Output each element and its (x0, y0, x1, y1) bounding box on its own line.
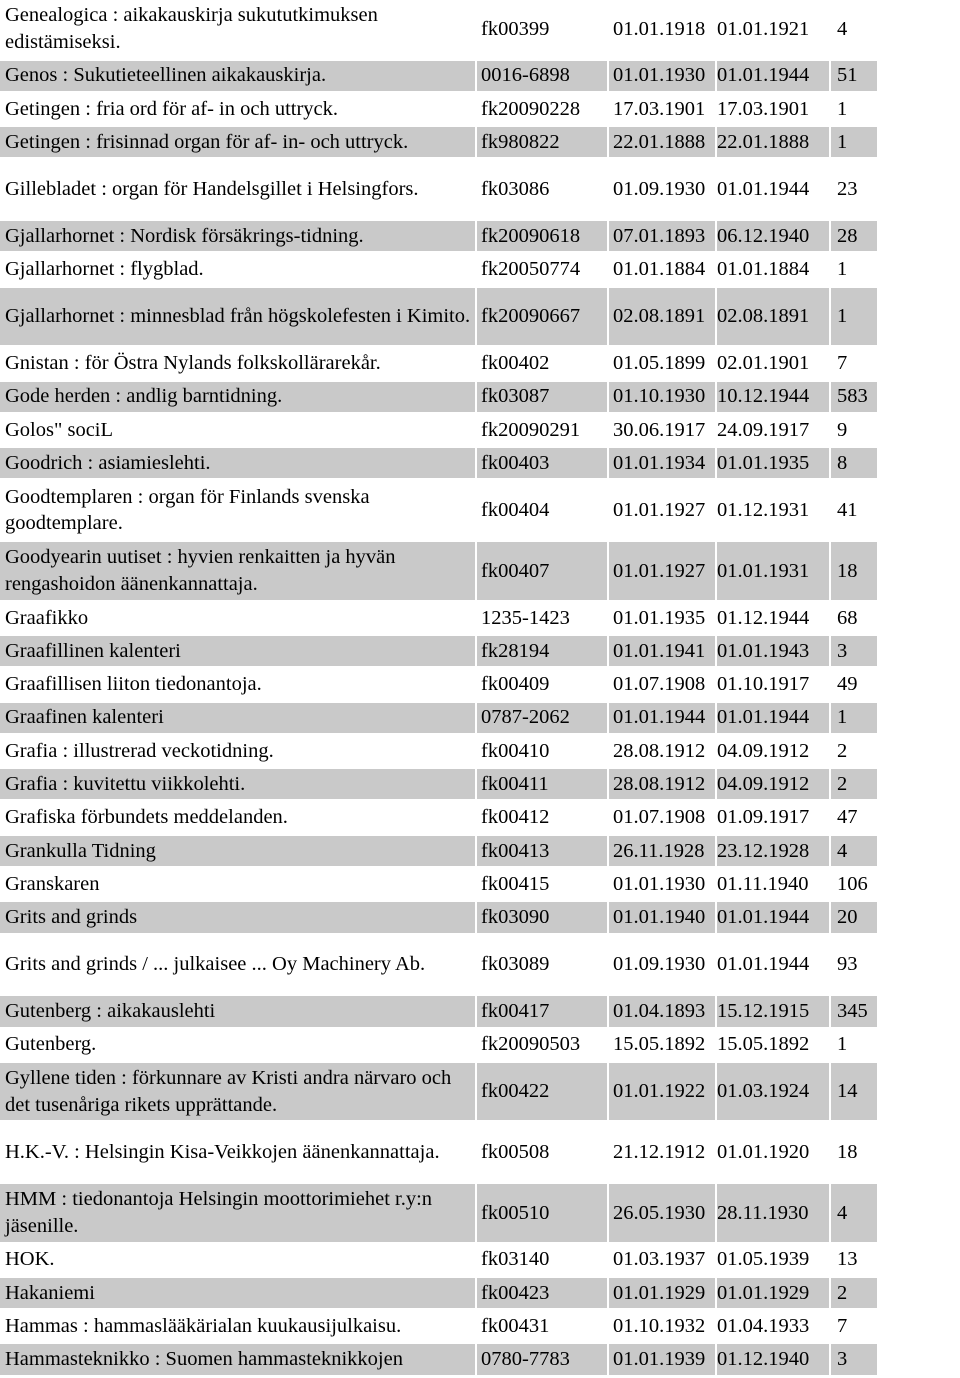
start-date-cell: 01.09.1930 (613, 178, 706, 201)
table-row (0, 94, 877, 124)
table-row (0, 1123, 877, 1181)
count-cell: 20 (829, 902, 877, 932)
title-cell: Grankulla Tidning (0, 836, 475, 866)
count-cell: 13 (837, 1248, 858, 1271)
end-date-cell: 06.12.1940 (715, 221, 829, 251)
title-cell: Graafillinen kalenteri (0, 636, 475, 666)
count-cell: 7 (837, 352, 848, 375)
table-row (0, 542, 877, 600)
title-cell: Graafikko (5, 606, 89, 629)
count-cell: 3 (829, 1344, 877, 1374)
end-date-cell: 04.09.1912 (715, 769, 829, 799)
title-cell: Goodtemplaren : organ för Finlands svenska goodtemplare. (5, 485, 370, 535)
table-row (0, 448, 877, 478)
end-date-cell: 01.01.1944 (715, 703, 829, 733)
end-date-cell: 01.01.1943 (715, 636, 829, 666)
end-date-cell: 01.01.1931 (715, 542, 829, 600)
table-row (0, 703, 877, 733)
id-cell: fk20090503 (481, 1033, 581, 1056)
start-date-cell: 21.12.1912 (613, 1140, 706, 1163)
end-date-cell: 01.04.1933 (717, 1315, 810, 1338)
title-cell: Gnistan : för Östra Nylands folkskollärarekår. (5, 352, 381, 375)
count-cell: 18 (837, 1140, 858, 1163)
title-cell: Grafia : illustrerad veckotidning. (5, 739, 274, 762)
table-row (0, 1344, 877, 1374)
table-row (0, 254, 877, 284)
title-cell: Grafiska förbundets meddelanden. (5, 806, 288, 829)
end-date-cell: 01.01.1944 (717, 178, 810, 201)
end-date-cell: 22.01.1888 (715, 127, 829, 157)
table-row (0, 221, 877, 251)
end-date-cell: 01.01.1884 (717, 258, 810, 281)
count-cell: 51 (829, 61, 877, 91)
count-cell: 7 (837, 1315, 848, 1338)
start-date-cell: 01.01.1944 (607, 703, 715, 733)
count-cell: 8 (829, 448, 877, 478)
start-date-cell: 01.01.1940 (607, 902, 715, 932)
end-date-cell: 04.09.1912 (717, 739, 810, 762)
start-date-cell: 01.01.1884 (613, 258, 706, 281)
title-cell: Genealogica : aikakauskirja sukututkimuksen edistämiseksi. (5, 4, 378, 53)
table-row (0, 636, 877, 666)
title-cell: Gjallarhornet : Nordisk försäkrings-tidning. (0, 221, 475, 251)
count-cell: 9 (837, 418, 848, 441)
id-cell: 0780-7783 (475, 1344, 607, 1374)
count-cell: 49 (837, 673, 858, 696)
end-date-cell: 01.01.1929 (715, 1278, 829, 1308)
start-date-cell: 01.10.1930 (607, 382, 715, 412)
table-row (0, 836, 877, 866)
table-row (0, 736, 877, 766)
end-date-cell: 01.11.1940 (717, 872, 809, 895)
count-cell: 1 (837, 97, 848, 120)
id-cell: fk00423 (475, 1278, 607, 1308)
end-date-cell: 01.01.1935 (715, 448, 829, 478)
title-cell: Hammasteknikko : Suomen hammasteknikkojen (0, 1344, 475, 1374)
id-cell: fk00431 (481, 1315, 550, 1338)
start-date-cell: 22.01.1888 (607, 127, 715, 157)
title-cell: Golos" sociL (5, 418, 114, 441)
title-cell: Goodyearin uutiset : hyvien renkaitten ja hyvän rengashoidon äänenkannattaja. (0, 542, 475, 600)
id-cell: 0787-2062 (475, 703, 607, 733)
start-date-cell: 28.08.1912 (607, 769, 715, 799)
start-date-cell: 01.01.1941 (607, 636, 715, 666)
count-cell: 4 (829, 836, 877, 866)
end-date-cell: 01.03.1924 (715, 1063, 829, 1121)
id-cell: fk00399 (481, 17, 550, 40)
end-date-cell: 01.01.1920 (717, 1140, 810, 1163)
id-cell: fk980822 (475, 127, 607, 157)
end-date-cell: 17.03.1901 (717, 97, 810, 120)
count-cell: 41 (837, 499, 858, 521)
title-cell: Gjallarhornet : minnesblad från högskolefesten i Kimito. (0, 288, 475, 346)
start-date-cell: 01.04.1893 (607, 996, 715, 1026)
count-cell: 14 (829, 1063, 877, 1121)
table-row (0, 1184, 877, 1242)
end-date-cell: 01.09.1917 (717, 806, 810, 829)
title-cell: HOK. (5, 1248, 55, 1271)
end-date-cell: 24.09.1917 (717, 418, 810, 441)
start-date-cell: 30.06.1917 (613, 418, 706, 441)
end-date-cell: 01.12.1931 (717, 499, 810, 521)
start-date-cell: 01.01.1930 (613, 872, 706, 895)
count-cell: 47 (837, 806, 858, 829)
count-cell: 68 (837, 606, 858, 629)
table-row (0, 481, 877, 539)
start-date-cell: 01.01.1927 (607, 542, 715, 600)
start-date-cell: 26.05.1930 (607, 1184, 715, 1242)
end-date-cell: 02.08.1891 (715, 288, 829, 346)
table-row (0, 769, 877, 799)
id-cell: fk00403 (475, 448, 607, 478)
table-row (0, 996, 877, 1026)
count-cell: 23 (837, 178, 858, 201)
end-date-cell: 01.12.1940 (715, 1344, 829, 1374)
id-cell: fk00407 (475, 542, 607, 600)
id-cell: fk28194 (475, 636, 607, 666)
table-row (0, 1030, 877, 1060)
end-date-cell: 01.10.1917 (717, 673, 810, 696)
count-cell: 583 (829, 382, 877, 412)
start-date-cell: 01.10.1932 (613, 1315, 706, 1338)
end-date-cell: 15.12.1915 (715, 996, 829, 1026)
title-cell: Hammas : hammaslääkärialan kuukausijulkaisu. (5, 1315, 402, 1338)
table-row (0, 382, 877, 412)
title-cell: Genos : Sukutieteellinen aikakauskirja. (0, 61, 475, 91)
end-date-cell: 01.01.1944 (715, 61, 829, 91)
start-date-cell: 01.09.1930 (613, 953, 706, 976)
table-row (0, 1278, 877, 1308)
start-date-cell: 01.07.1908 (613, 806, 706, 829)
id-cell: fk20090618 (475, 221, 607, 251)
id-cell: fk00417 (475, 996, 607, 1026)
end-date-cell: 01.12.1944 (717, 606, 810, 629)
table-row (0, 127, 877, 157)
start-date-cell: 01.01.1918 (613, 17, 706, 40)
table-row (0, 61, 877, 91)
table-row (0, 802, 877, 832)
id-cell: fk20050774 (481, 258, 581, 281)
end-date-cell: 15.05.1892 (717, 1033, 810, 1056)
end-date-cell: 23.12.1928 (715, 836, 829, 866)
count-cell: 1 (829, 127, 877, 157)
table-row (0, 603, 877, 633)
id-cell: fk03140 (481, 1248, 550, 1271)
id-cell: fk03090 (475, 902, 607, 932)
title-cell: Goodrich : asiamieslehti. (0, 448, 475, 478)
table-row (0, 1245, 877, 1275)
start-date-cell: 01.01.1934 (607, 448, 715, 478)
table-row (0, 1063, 877, 1121)
id-cell: fk20090291 (481, 418, 581, 441)
title-cell: Grafia : kuvitettu viikkolehti. (0, 769, 475, 799)
title-cell: Gutenberg : aikakauslehti (0, 996, 475, 1026)
title-cell: Grits and grinds / ... julkaisee ... Oy Machinery Ab. (5, 953, 426, 976)
count-cell: 4 (837, 17, 848, 40)
id-cell: fk00409 (481, 673, 550, 696)
title-cell: Gode herden : andlig barntidning. (0, 382, 475, 412)
table-row (0, 288, 877, 346)
count-cell: 2 (837, 739, 848, 762)
end-date-cell: 01.01.1944 (717, 953, 810, 976)
end-date-cell: 01.05.1939 (717, 1248, 810, 1271)
title-cell: Gjallarhornet : flygblad. (5, 258, 204, 281)
start-date-cell: 28.08.1912 (613, 739, 706, 762)
id-cell: fk00412 (481, 806, 550, 829)
end-date-cell: 10.12.1944 (715, 382, 829, 412)
start-date-cell: 01.05.1899 (613, 352, 706, 375)
start-date-cell: 07.01.1893 (607, 221, 715, 251)
start-date-cell: 01.03.1937 (613, 1248, 706, 1271)
title-cell: Graafinen kalenteri (0, 703, 475, 733)
table-row (0, 348, 877, 378)
id-cell: fk20090667 (475, 288, 607, 346)
title-cell: Gutenberg. (5, 1033, 97, 1056)
id-cell: fk00404 (481, 499, 550, 521)
table-row (0, 902, 877, 932)
count-cell: 1 (837, 1033, 848, 1056)
id-cell: fk03086 (481, 178, 550, 201)
count-cell: 2 (829, 769, 877, 799)
start-date-cell: 01.01.1927 (613, 499, 706, 521)
count-cell: 3 (829, 636, 877, 666)
title-cell: Getingen : frisinnad organ för af- in- och uttryck. (0, 127, 475, 157)
count-cell: 28 (829, 221, 877, 251)
count-cell: 4 (829, 1184, 877, 1242)
start-date-cell: 17.03.1901 (613, 97, 706, 120)
id-cell: fk00508 (481, 1140, 550, 1163)
end-date-cell: 01.01.1921 (717, 17, 810, 40)
count-cell: 18 (829, 542, 877, 600)
start-date-cell: 15.05.1892 (613, 1033, 706, 1056)
title-cell: Graafillisen liiton tiedonantoja. (5, 673, 262, 696)
start-date-cell: 02.08.1891 (607, 288, 715, 346)
start-date-cell: 01.01.1935 (613, 606, 706, 629)
count-cell: 1 (829, 288, 877, 346)
count-cell: 345 (829, 996, 877, 1026)
id-cell: fk00510 (475, 1184, 607, 1242)
table-row (0, 415, 877, 445)
start-date-cell: 01.07.1908 (613, 673, 706, 696)
start-date-cell: 01.01.1939 (607, 1344, 715, 1374)
start-date-cell: 26.11.1928 (607, 836, 715, 866)
title-cell: Hakaniemi (0, 1278, 475, 1308)
id-cell: fk00415 (481, 872, 550, 895)
title-cell: H.K.-V. : Helsingin Kisa-Veikkojen äänenkannattaja. (5, 1140, 440, 1163)
id-cell: fk00410 (481, 739, 550, 762)
id-cell: fk03089 (481, 953, 550, 976)
id-cell: 1235-1423 (481, 606, 570, 629)
title-cell: HMM : tiedonantoja Helsingin moottorimiehet r.y:n jäsenille. (0, 1184, 475, 1242)
title-cell: Grits and grinds (0, 902, 475, 932)
table-row (0, 936, 877, 994)
table-row (0, 669, 877, 699)
count-cell: 93 (837, 953, 858, 976)
count-cell: 1 (829, 703, 877, 733)
table-row (0, 160, 877, 218)
id-cell: fk00411 (475, 769, 607, 799)
count-cell: 2 (829, 1278, 877, 1308)
title-cell: Gyllene tiden : förkunnare av Kristi andra närvaro och det tusenåriga rikets upprättande. (0, 1063, 475, 1121)
start-date-cell: 01.01.1929 (607, 1278, 715, 1308)
start-date-cell: 01.01.1922 (607, 1063, 715, 1121)
id-cell: fk20090228 (481, 97, 581, 120)
title-cell: Granskaren (5, 872, 100, 895)
id-cell: fk00413 (475, 836, 607, 866)
id-cell: fk00402 (481, 352, 550, 375)
end-date-cell: 01.01.1944 (715, 902, 829, 932)
end-date-cell: 28.11.1930 (715, 1184, 829, 1242)
table-row (0, 1311, 877, 1341)
title-cell: Gillebladet : organ för Handelsgillet i Helsingfors. (5, 178, 419, 201)
id-cell: fk03087 (475, 382, 607, 412)
count-cell: 106 (837, 872, 868, 895)
table-row (0, 0, 877, 58)
count-cell: 1 (837, 258, 848, 281)
id-cell: fk00422 (475, 1063, 607, 1121)
start-date-cell: 01.01.1930 (607, 61, 715, 91)
end-date-cell: 02.01.1901 (717, 352, 810, 375)
table-row (0, 869, 877, 899)
title-cell: Getingen : fria ord för af- in och uttryck. (5, 97, 339, 120)
id-cell: 0016-6898 (475, 61, 607, 91)
